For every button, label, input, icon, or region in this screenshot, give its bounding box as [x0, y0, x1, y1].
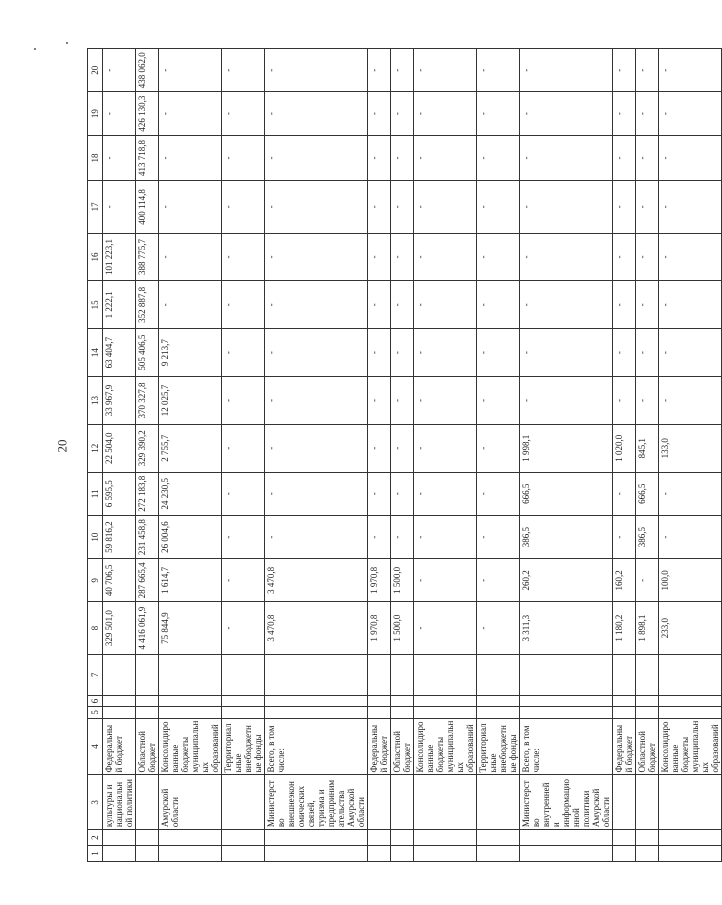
table-cell: - — [636, 377, 659, 425]
table-cell: - — [520, 92, 613, 135]
table-cell: - — [368, 424, 391, 472]
column-header: 4 — [88, 718, 103, 775]
table-cell: - — [222, 424, 265, 472]
table-cell — [477, 695, 520, 706]
table-cell: 6 595,5 — [103, 472, 136, 515]
table-cell: - — [477, 181, 520, 233]
column-header: 1 — [88, 846, 103, 862]
table-cell: - — [477, 602, 520, 654]
table-cell: - — [222, 559, 265, 602]
table-cell — [159, 695, 222, 706]
table-cell: Федеральный бюджет — [368, 718, 391, 775]
table-cell: 4 416 061,9 — [136, 602, 159, 654]
table-cell: - — [265, 472, 368, 515]
table-cell: Министерство внешнеэкономических связей, туризма и предпринимательства Амурской области — [265, 775, 368, 830]
table-cell: - — [159, 181, 222, 233]
table-cell: 33 967,9 — [103, 377, 136, 425]
table-cell — [613, 707, 636, 718]
table-cell — [136, 654, 159, 695]
column-header: 5 — [88, 707, 103, 718]
table-cell: 260,2 — [520, 559, 613, 602]
table-cell: - — [659, 92, 722, 135]
table-cell: - — [659, 135, 722, 181]
column-header: 6 — [88, 695, 103, 706]
table-cell — [103, 695, 136, 706]
table-cell: - — [414, 281, 477, 329]
column-header: 2 — [88, 830, 103, 846]
table-cell — [477, 830, 520, 846]
table-cell: 160,2 — [613, 559, 636, 602]
table-cell: - — [265, 515, 368, 558]
table-cell: - — [265, 181, 368, 233]
table-row — [659, 49, 722, 862]
table-cell — [368, 707, 391, 718]
table-cell: - — [265, 233, 368, 281]
table-cell — [368, 846, 391, 862]
table-cell — [222, 654, 265, 695]
table-cell: - — [659, 377, 722, 425]
table-cell: - — [613, 233, 636, 281]
column-header: 11 — [88, 472, 103, 515]
table-cell: - — [222, 135, 265, 181]
table-cell: - — [414, 135, 477, 181]
table-cell: 1 020,0 — [613, 424, 636, 472]
table-cell: - — [103, 181, 136, 233]
column-header: 17 — [88, 181, 103, 233]
table-cell — [414, 707, 477, 718]
table-cell — [136, 707, 159, 718]
table-cell: 63 404,7 — [103, 329, 136, 377]
scan-speck — [66, 42, 68, 44]
table-cell: 400 114,8 — [136, 181, 159, 233]
table-cell: 1 970,8 — [368, 602, 391, 654]
table-cell: Федеральный бюджет — [613, 718, 636, 775]
table-cell: - — [265, 329, 368, 377]
table-cell: Областной бюджет — [636, 718, 659, 775]
table-cell — [636, 775, 659, 830]
table-cell: - — [659, 233, 722, 281]
table-cell — [368, 654, 391, 695]
table-cell: Министерство внутренней и информационной политики Амурской области — [520, 775, 613, 830]
table-cell: - — [368, 233, 391, 281]
column-header: 13 — [88, 377, 103, 425]
table-cell: 1 898,1 — [636, 602, 659, 654]
table-cell: - — [613, 92, 636, 135]
table-cell: - — [222, 329, 265, 377]
table-cell: 1 970,8 — [368, 559, 391, 602]
table-cell: 666,5 — [636, 472, 659, 515]
table-cell: - — [368, 329, 391, 377]
table-cell: - — [520, 233, 613, 281]
table-cell: 40 706,5 — [103, 559, 136, 602]
table-cell: - — [636, 233, 659, 281]
table-cell: Областной бюджет — [391, 718, 414, 775]
table-cell: - — [414, 49, 477, 92]
table-cell: - — [636, 559, 659, 602]
table-cell: - — [659, 49, 722, 92]
table-cell: - — [159, 49, 222, 92]
column-header: 15 — [88, 281, 103, 329]
table-cell: - — [613, 515, 636, 558]
table-cell: - — [414, 515, 477, 558]
table-cell: 233,0 — [659, 602, 722, 654]
table-cell: - — [477, 377, 520, 425]
column-header: 18 — [88, 135, 103, 181]
table-cell: - — [391, 49, 414, 92]
table-cell: 845,1 — [636, 424, 659, 472]
table-row — [368, 49, 391, 862]
table-cell: - — [414, 559, 477, 602]
table-cell: - — [477, 515, 520, 558]
table-cell: - — [222, 472, 265, 515]
table-cell — [613, 654, 636, 695]
table-cell: - — [414, 233, 477, 281]
table-cell: Территориальные внебюджетные фонды — [222, 718, 265, 775]
table-cell — [636, 846, 659, 862]
table-cell: - — [414, 329, 477, 377]
table-cell — [636, 654, 659, 695]
table-cell: 1 998,1 — [520, 424, 613, 472]
table-cell: - — [414, 472, 477, 515]
table-cell: 370 327,8 — [136, 377, 159, 425]
table-cell: - — [265, 135, 368, 181]
table-cell: - — [265, 49, 368, 92]
table-cell: 1 222,1 — [103, 281, 136, 329]
table-row — [265, 49, 368, 862]
rotated-table-wrapper — [87, 48, 720, 862]
table-cell: - — [222, 515, 265, 558]
table-cell — [659, 846, 722, 862]
table-cell: 666,5 — [520, 472, 613, 515]
table-cell: культуры и национальной политики — [103, 775, 136, 830]
table-cell — [391, 707, 414, 718]
table-cell: - — [636, 281, 659, 329]
table-cell: 75 844,9 — [159, 602, 222, 654]
table-cell — [136, 695, 159, 706]
table-cell — [391, 830, 414, 846]
table-cell: - — [636, 135, 659, 181]
table-cell: - — [414, 424, 477, 472]
table-cell: 59 816,2 — [103, 515, 136, 558]
table-cell: 505 406,5 — [136, 329, 159, 377]
table-cell — [159, 654, 222, 695]
table-cell: 329 501,0 — [103, 602, 136, 654]
table-cell: 100,0 — [659, 559, 722, 602]
table-cell: 3 470,8 — [265, 602, 368, 654]
table-cell — [136, 830, 159, 846]
table-cell: 352 887,8 — [136, 281, 159, 329]
table-cell — [368, 695, 391, 706]
table-cell: 1 180,2 — [613, 602, 636, 654]
table-cell: Консолидированные бюджеты муниципальных образований — [414, 718, 477, 775]
column-header: 12 — [88, 424, 103, 472]
table-row — [159, 49, 222, 862]
table-cell — [477, 775, 520, 830]
table-cell: - — [659, 281, 722, 329]
table-cell: Консолидированные бюджеты муниципальных образований — [159, 718, 222, 775]
table-cell: - — [391, 472, 414, 515]
table-cell: - — [613, 377, 636, 425]
scan-speck — [34, 48, 36, 50]
table-cell: - — [391, 424, 414, 472]
table-cell: 101 223,1 — [103, 233, 136, 281]
table-cell: - — [613, 329, 636, 377]
table-cell: - — [368, 92, 391, 135]
table-cell: 1 500,0 — [391, 602, 414, 654]
table-cell — [636, 707, 659, 718]
table-cell — [520, 707, 613, 718]
table-cell: - — [222, 233, 265, 281]
table-cell: - — [477, 281, 520, 329]
table-cell — [636, 695, 659, 706]
table-cell: - — [613, 135, 636, 181]
table-cell — [477, 707, 520, 718]
table-cell — [613, 846, 636, 862]
table-cell — [414, 654, 477, 695]
table-cell: - — [613, 181, 636, 233]
table-cell — [136, 846, 159, 862]
table-cell: Областной бюджет — [136, 718, 159, 775]
table-cell — [159, 830, 222, 846]
table-cell: - — [520, 49, 613, 92]
table-cell — [265, 695, 368, 706]
table-cell: - — [477, 135, 520, 181]
column-header: 14 — [88, 329, 103, 377]
table-row — [520, 49, 613, 862]
table-cell: 386,5 — [636, 515, 659, 558]
table-cell: - — [477, 472, 520, 515]
table-cell: - — [265, 377, 368, 425]
table-cell: - — [636, 181, 659, 233]
table-cell: - — [659, 515, 722, 558]
table-cell: - — [265, 424, 368, 472]
table-cell — [613, 775, 636, 830]
table-cell: - — [520, 377, 613, 425]
table-row — [103, 49, 136, 862]
table-cell: - — [636, 49, 659, 92]
table-cell: 2 755,7 — [159, 424, 222, 472]
table-cell — [222, 707, 265, 718]
table-cell: 272 183,8 — [136, 472, 159, 515]
table-cell — [265, 707, 368, 718]
table-cell — [520, 695, 613, 706]
table-cell: 3 311,3 — [520, 602, 613, 654]
table-cell: - — [222, 281, 265, 329]
table-cell: - — [368, 135, 391, 181]
table-cell: - — [368, 181, 391, 233]
table-cell — [414, 695, 477, 706]
table-cell — [477, 654, 520, 695]
column-header: 9 — [88, 559, 103, 602]
table-cell: - — [391, 135, 414, 181]
column-header: 3 — [88, 775, 103, 830]
table-cell: Территориальные внебюджетные фонды — [477, 718, 520, 775]
table-cell: - — [477, 559, 520, 602]
table-row — [136, 49, 159, 862]
table-cell — [659, 830, 722, 846]
table-cell — [368, 830, 391, 846]
table-cell: 388 775,7 — [136, 233, 159, 281]
table-cell: - — [613, 472, 636, 515]
table-cell: - — [477, 233, 520, 281]
table-cell — [636, 830, 659, 846]
table-cell: 22 504,0 — [103, 424, 136, 472]
table-cell: - — [103, 92, 136, 135]
table-cell: - — [159, 135, 222, 181]
table-cell: - — [414, 181, 477, 233]
table-cell — [159, 707, 222, 718]
table-cell: - — [368, 281, 391, 329]
table-cell — [136, 775, 159, 830]
table-cell: - — [659, 472, 722, 515]
column-header: 20 — [88, 49, 103, 92]
table-cell: - — [520, 281, 613, 329]
table-cell: 426 130,3 — [136, 92, 159, 135]
table-row — [391, 49, 414, 862]
table-cell — [520, 654, 613, 695]
table-cell — [368, 775, 391, 830]
table-cell — [222, 846, 265, 862]
table-cell — [222, 830, 265, 846]
table-cell — [265, 830, 368, 846]
header-row — [88, 49, 103, 862]
table-cell: - — [159, 233, 222, 281]
table-row — [414, 49, 477, 862]
table-cell: 9 213,7 — [159, 329, 222, 377]
table-cell: Федеральный бюджет — [103, 718, 136, 775]
table-cell: - — [477, 49, 520, 92]
table-cell — [103, 654, 136, 695]
table-cell: 329 390,2 — [136, 424, 159, 472]
table-cell: - — [159, 281, 222, 329]
table-cell: - — [391, 181, 414, 233]
column-header: 16 — [88, 233, 103, 281]
table-cell — [414, 830, 477, 846]
budget-table — [87, 48, 722, 862]
table-cell: 26 004,6 — [159, 515, 222, 558]
table-cell: 133,0 — [659, 424, 722, 472]
table-cell: - — [391, 515, 414, 558]
table-cell: - — [613, 281, 636, 329]
table-cell: - — [636, 92, 659, 135]
table-cell: 287 665,4 — [136, 559, 159, 602]
column-header: 19 — [88, 92, 103, 135]
table-cell: - — [368, 472, 391, 515]
table-cell: - — [477, 424, 520, 472]
table-cell: 386,5 — [520, 515, 613, 558]
table-row — [636, 49, 659, 862]
table-cell: - — [520, 135, 613, 181]
table-row — [477, 49, 520, 862]
table-cell — [391, 695, 414, 706]
table-cell — [103, 707, 136, 718]
table-cell: Всего, в том числе: — [520, 718, 613, 775]
table-cell: 231 458,8 — [136, 515, 159, 558]
table-cell: - — [659, 329, 722, 377]
table-row — [613, 49, 636, 862]
table-cell — [659, 695, 722, 706]
table-cell — [414, 846, 477, 862]
table-cell: - — [103, 135, 136, 181]
table-cell: - — [222, 602, 265, 654]
table-cell — [613, 830, 636, 846]
table-cell: - — [477, 92, 520, 135]
table-cell: - — [103, 49, 136, 92]
table-cell: - — [414, 92, 477, 135]
table-cell: - — [391, 92, 414, 135]
table-cell — [520, 830, 613, 846]
table-cell: - — [222, 377, 265, 425]
column-header: 10 — [88, 515, 103, 558]
table-cell — [103, 846, 136, 862]
table-cell: - — [368, 49, 391, 92]
table-cell: - — [414, 377, 477, 425]
table-cell — [265, 654, 368, 695]
table-cell: - — [265, 92, 368, 135]
table-cell: - — [636, 329, 659, 377]
table-cell: - — [391, 329, 414, 377]
table-cell — [659, 654, 722, 695]
table-cell — [222, 695, 265, 706]
table-cell — [103, 830, 136, 846]
page-number: 20 — [54, 439, 70, 453]
table-cell: - — [659, 181, 722, 233]
table-cell: 438 062,0 — [136, 49, 159, 92]
table-cell: - — [222, 181, 265, 233]
table-row — [222, 49, 265, 862]
table-cell: 12 025,7 — [159, 377, 222, 425]
table-cell — [414, 775, 477, 830]
table-cell: 3 470,8 — [265, 559, 368, 602]
table-cell — [391, 846, 414, 862]
table-cell: - — [391, 377, 414, 425]
table-cell — [391, 775, 414, 830]
table-cell: - — [520, 329, 613, 377]
table-cell: - — [414, 602, 477, 654]
table-cell: - — [391, 233, 414, 281]
table-cell — [222, 775, 265, 830]
table-cell: - — [613, 49, 636, 92]
table-cell: - — [222, 49, 265, 92]
table-cell: - — [159, 92, 222, 135]
table-cell: 24 230,5 — [159, 472, 222, 515]
table-cell: - — [368, 377, 391, 425]
column-header: 7 — [88, 654, 103, 695]
table-cell: 1 500,0 — [391, 559, 414, 602]
column-header: 8 — [88, 602, 103, 654]
table-cell — [659, 775, 722, 830]
table-cell: - — [391, 281, 414, 329]
table-cell: Всего, в том числе: — [265, 718, 368, 775]
table-cell: - — [477, 329, 520, 377]
table-cell — [391, 654, 414, 695]
table-cell — [520, 846, 613, 862]
table-cell: - — [265, 281, 368, 329]
table-cell — [159, 846, 222, 862]
table-cell — [659, 707, 722, 718]
table-cell: - — [520, 181, 613, 233]
table-cell: 413 718,8 — [136, 135, 159, 181]
table-cell: 1 614,7 — [159, 559, 222, 602]
table-cell — [477, 846, 520, 862]
table-cell — [265, 846, 368, 862]
table-cell: Консолидированные бюджеты муниципальных образований — [659, 718, 722, 775]
table-cell — [613, 695, 636, 706]
table-cell: - — [368, 515, 391, 558]
table-cell: - — [222, 92, 265, 135]
table-cell: Амурской области — [159, 775, 222, 830]
